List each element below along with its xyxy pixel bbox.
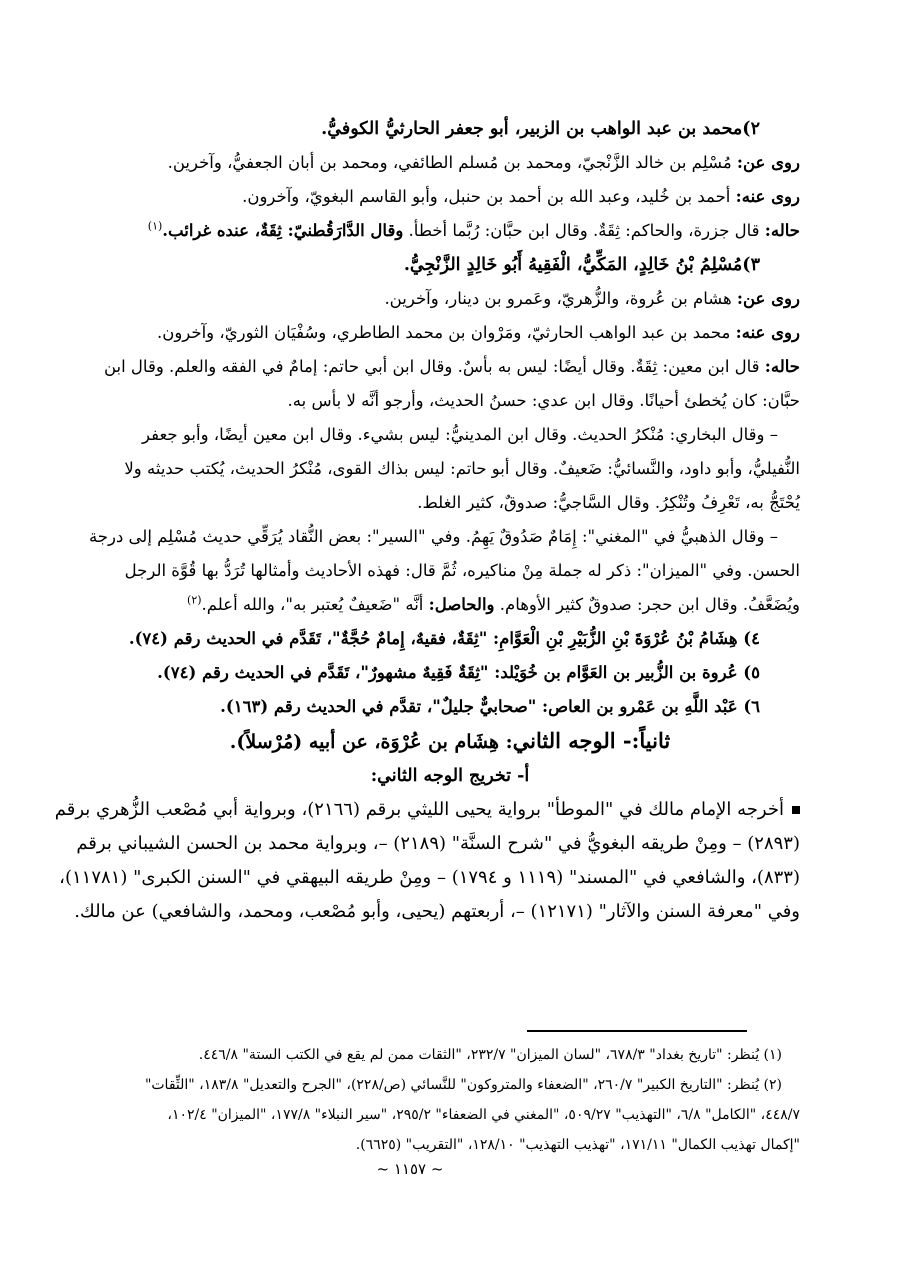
entry-3-criticism-line-2: النُّفيليُّ، وأبو داود، والنَّسائيُّ: ضَعيفٌ. وقال أبو حاتم: ليس بذاك القوى، مُنْكرُ الحديث، يُكتب حديثه ولا <box>124 459 800 478</box>
entry-2-status-bold: وقال الدَّارَقُطنيّ: ثِقَةٌ، عنده غرائب. <box>162 221 404 240</box>
entry-6: ٦) عَبْد اللَّهِ بن عَمْرو بن العاص: "صحابيٌّ جليلٌ"، تقدَّم في الحديث رقم (١٦٣). <box>220 697 760 716</box>
label-narrated-by: روى عنه: <box>735 187 800 206</box>
section-subheading: أ- تخريج الوجه الثاني: <box>370 766 530 786</box>
page-number: ~ ١١٥٧ ~ <box>376 1160 444 1178</box>
label-status: حاله: <box>764 221 800 240</box>
footnote-2-line-3: "إكمال تهذيب الكمال" ١٧١/١١، "تهذيب التهذيب" ١٢٨/١٠، "التقريب" (٦٦٢٥). <box>355 1137 800 1153</box>
entry-3-status-text: قال ابن معين: ثِقَةٌ. وقال أيضًا: ليس به بأسٌ. وقال ابن أبي حاتم: إمامٌ في الفقه والعلم. وقال ابن <box>103 357 765 376</box>
entry-3-ibn-hajar-text: ويُضَعَّفُ. وقال ابن حجر: صدوقٌ كثير الأوهام. <box>494 595 800 614</box>
entry-3-dhahabi-line-2: الحسن. وفي "الميزان": ذكر له جملة مِنْ مناكيره، ثُمَّ قال: فهذه الأحاديث وأمثالها تُرَدُّ بها قُوَّة الرجل <box>124 561 800 580</box>
takhrij-line-3: (٨٣٣)، والشافعي في "المسند" (١١١٩ و ١٧٩٤) – ومِنْ طريقه البيهقي في "السنن الكبرى" (١١٧٨١)، <box>59 867 800 888</box>
entry-2-status-text: قال جزرة، والحاكم: ثِقَةٌ. وقال ابن حبَّان: رُبَّما أخطأ. <box>403 221 765 240</box>
section-heading-prefix: ثانياً:- الوجه الثاني <box>512 728 671 753</box>
entry-3-narrated-by <box>100 316 800 350</box>
entry-3-title: ٣)مُسْلِمُ بْنُ خَالِدٍ، المَكِّيُّ، الْفَقِيهُ أَبُو خَالِدٍ الزَّنْجِيُّ. <box>403 255 760 275</box>
entry-3-narrated-by-text: محمد بن عبد الواهب الحارثيّ، ومَرْوان بن محمد الطاطري، وسُفْيَان الثوريّ، وآخرون. <box>156 323 736 342</box>
section-heading <box>100 724 800 759</box>
footnote-1: (١) يُنظر: "تاريخ بغداد" ٦٧٨/٣، "لسان الميزان" ٢٣٢/٧، "الثقات ممن لم يقع في الكتب الستة" ٤٤٦/٨. <box>198 1047 782 1063</box>
takhrij-line-1-text: أخرجه الإمام مالك في "الموطأ" برواية يحيى الليثي برقم (٢١٦٦)، وبرواية أبي مُصْعب الزُّهري برقم <box>54 799 784 820</box>
footnote-2-line-1: (٢) يُنظر: "التاريخ الكبير" ٢٦٠/٧، "الضعفاء والمتروكون" للنَّسائي (ص/٢٢٨)، "الجرح والتعديل" ١٨٣/٨، "الثِّقات" <box>144 1077 782 1093</box>
entry-3-status-line-1 <box>100 350 800 384</box>
entry-2-narrated-by <box>100 180 800 214</box>
entry-3-criticism-line-3: يُحْتَجُّ به، تَعْرِفُ وتُنْكِرُ. وقال السَّاجيُّ: صدوقٌ، كثير الغلط. <box>417 493 800 512</box>
footnote-divider <box>527 1030 747 1032</box>
takhrij-line-4: وفي "معرفة السنن والآثار" (١٢١٧١) –، أربعتهم (يحيى، وأبو مُصْعب، ومحمد، والشافعي) عن مالك. <box>74 901 800 922</box>
footnote-ref-1[interactable]: (١) <box>147 219 163 233</box>
main-text <box>54 112 800 929</box>
entry-3-criticism-line-1: – وقال البخاري: مُنْكرُ الحديث. وقال ابن المدينيُّ: ليس بشيء. وقال ابن معين أيضًا، وأبو جعفر <box>142 425 778 444</box>
entry-3-narrated-from <box>100 282 800 316</box>
label-narrated-from: روى عن: <box>736 153 800 172</box>
entry-2-narrated-by-text: أحمد بن خُليد، وعبد الله بن أحمد بن حنبل، وأبو القاسم البغويّ، وآخرون. <box>242 187 736 206</box>
entry-3-narrated-from-text: هشام بن عُروة، والزُّهريّ، وعَمرو بن دينار، وآخرين. <box>384 289 737 308</box>
entry-3-dhahabi-line-3 <box>100 588 800 622</box>
entry-2-narrated-from-text: مُسْلِم بن خالد الزَّنْجيّ، ومحمد بن مُسلم الطائفي، ومحمد بن أبان الجعفيُّ، وآخرين. <box>167 153 737 172</box>
entry-3-dhahabi-line-1: – وقال الذهبيُّ في "المغني": إِمَامٌ صَدُوقٌ يَهِمُ. وفي "السير": بعض النُّقاد يُرَقِّي حديث مُسْلِم إلى درجة <box>88 527 778 546</box>
footnote-ref-2[interactable]: (٢) <box>187 593 202 607</box>
entry-3-status-line-2: حبَّان: كان يُخطئ أحيانًا. وقال ابن عدي: حسنُ الحديث، وأرجو أنَّه لا بأس به. <box>287 391 800 410</box>
footnote-2-line-2: ٤٤٨/٧، "الكامل" ٦/٨، "التهذيب" ٥٠٩/٢٧، "المغني في الضعفاء" ٢٩٥/٢، "سير النبلاء" ١٧٧/٨، "الميزان" ١٠٢/٤، <box>167 1107 800 1123</box>
entry-2-title: ٢)محمد بن عبد الواهب بن الزبير، أبو جعفر الحارثيُّ الكوفيُّ. <box>321 119 760 139</box>
square-bullet-icon <box>792 806 800 814</box>
label-narrated-by: روى عنه: <box>735 323 800 342</box>
entry-4: ٤) هِشَامُ بْنُ عُرْوَةَ بْنِ الزُّبَيْرِ بْنِ الْعَوَّامِ: "ثِقَةٌ، فقيهٌ، إِمامٌ حُجَّةٌ"، تَقَدَّم في الحديث رقم (٧٤). <box>128 629 760 648</box>
takhrij-line-2: (٢٨٩٣) – ومِنْ طريقه البغويُّ في "شرح السنَّة" (٢١٨٩) –، وبرواية محمد بن الحسن الشيباني برقم <box>76 833 800 854</box>
entry-3-conclusion-text: أنَّه "ضَعيفٌ يُعتبر به"، والله أعلم. <box>201 595 429 614</box>
entry-2-narrated-from <box>100 146 800 180</box>
section-heading-rest: : هِشَام بن عُرْوَة، عن أبيه (مُرْسلاً). <box>229 731 513 753</box>
footnotes <box>100 1040 800 1160</box>
label-status: حاله: <box>764 357 800 376</box>
label-conclusion: والحاصل: <box>428 595 495 614</box>
entry-2-status <box>100 214 800 248</box>
takhrij-line-1 <box>54 793 800 827</box>
entry-5: ٥) عُروة بن الزُّبير بن العَوَّام بن خُوَيْلد: "ثِقَةٌ فَقِيهٌ مشهورٌ"، تَقَدَّم في الحديث رقم (٧٤). <box>157 663 760 682</box>
label-narrated-from: روى عن: <box>736 289 800 308</box>
takhrij-paragraph <box>54 793 800 929</box>
